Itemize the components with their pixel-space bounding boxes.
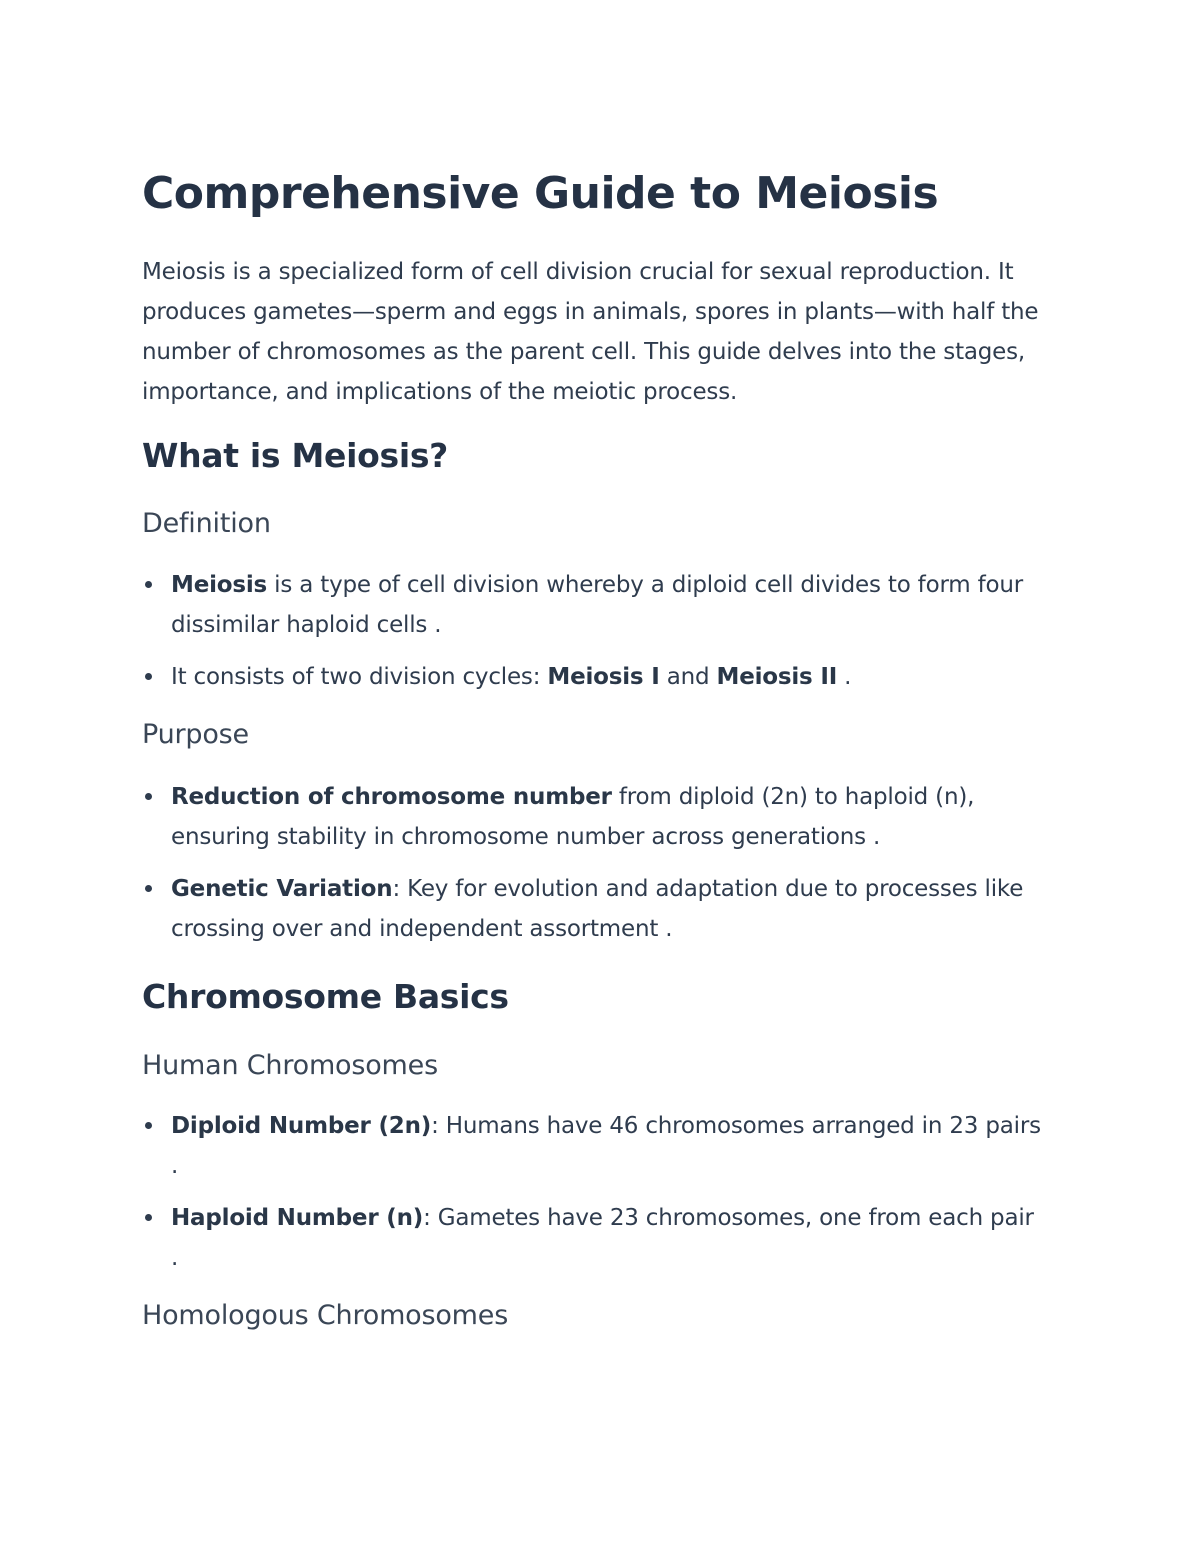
list-item: Diploid Number (2n): Humans have 46 chromosomes arranged in 23 pairs . (142, 1106, 1042, 1186)
subheading-human-chromosomes: Human Chromosomes (142, 1050, 438, 1081)
subheading-homologous-chromosomes: Homologous Chromosomes (142, 1300, 509, 1331)
subheading-definition: Definition (142, 508, 271, 539)
list-item: Haploid Number (n): Gametes have 23 chromosomes, one from each pair . (142, 1198, 1042, 1278)
definition-list (142, 565, 1042, 709)
section-heading-chromosome-basics: Chromosome Basics (142, 977, 509, 1016)
purpose-list (142, 777, 1042, 961)
intro-paragraph: Meiosis is a specialized form of cell division crucial for sexual reproduction. It produces gametes—sperm and eggs in animals, spores in plants—with half the number of chromosomes as the parent cell. This guide delves into the stages, importance, and implications of the meiotic process. (142, 259, 1039, 405)
list-item: Reduction of chromosome number from diploid (2n) to haploid (n), ensuring stability in chromosome number across generations . (142, 777, 1042, 857)
list-item: It consists of two division cycles: Meiosis I and Meiosis II . (142, 657, 1042, 697)
subheading-purpose: Purpose (142, 719, 249, 750)
list-item: Meiosis is a type of cell division whereby a diploid cell divides to form four dissimilar haploid cells . (142, 565, 1042, 645)
human-chromosomes-list (142, 1106, 1042, 1290)
page-title: Comprehensive Guide to Meiosis (142, 168, 939, 219)
list-item: Genetic Variation: Key for evolution and adaptation due to processes like crossing over and independent assortment . (142, 869, 1042, 949)
section-heading-what-is-meiosis: What is Meiosis? (142, 436, 449, 475)
